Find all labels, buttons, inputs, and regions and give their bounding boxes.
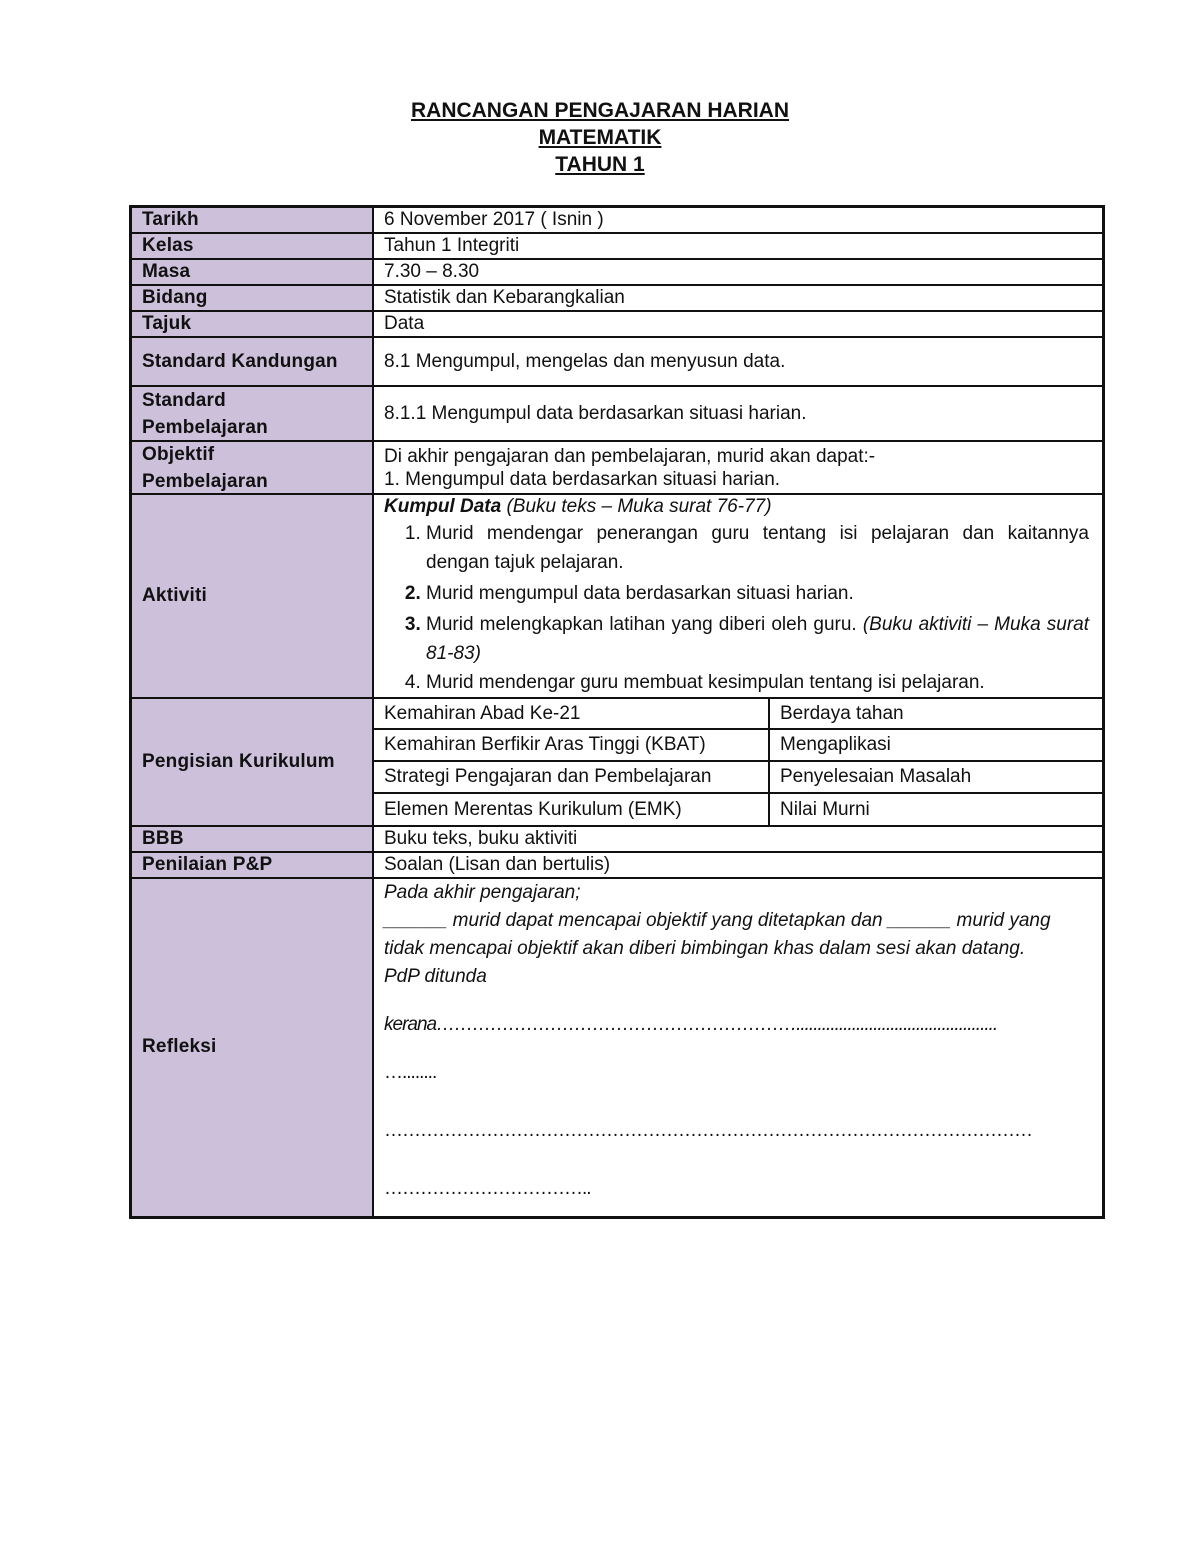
value-bidang: Statistik dan Kebarangkalian xyxy=(373,285,1104,311)
aktiviti-item-3: 3. Murid melengkapkan latihan yang diberi oleh guru. (Buku aktiviti – Muka surat 81-83) xyxy=(426,610,1089,668)
row-standard-pembelajaran xyxy=(131,386,1104,441)
label-standard-pembelajaran-line2: Pembelajaran xyxy=(142,416,268,438)
pengisian-key-3: Strategi Pengajaran dan Pembelajaran xyxy=(374,761,769,793)
row-tajuk xyxy=(131,311,1104,337)
label-objektif xyxy=(131,441,374,494)
row-bbb xyxy=(131,826,1104,852)
objektif-intro: Di akhir pengajaran dan pembelajaran, murid akan dapat:- xyxy=(384,445,876,467)
refleksi-line-3: PdP ditunda xyxy=(384,966,487,987)
label-kelas: Kelas xyxy=(131,233,374,259)
value-standard-pembelajaran: 8.1.1 Mengumpul data berdasarkan situasi harian. xyxy=(373,386,1104,441)
aktiviti-item-2: 2. Murid mengumpul data berdasarkan situasi harian. xyxy=(426,579,1089,608)
row-objektif xyxy=(131,441,1104,494)
label-standard-kandungan: Standard Kandungan xyxy=(131,337,374,386)
value-tarikh: 6 November 2017 ( Isnin ) xyxy=(373,207,1104,234)
pengisian-row-4 xyxy=(374,793,1102,825)
document-title xyxy=(0,97,1200,178)
title-line-3: TAHUN 1 xyxy=(555,153,645,176)
label-objektif-line2: Pembelajaran xyxy=(142,470,268,492)
row-penilaian xyxy=(131,852,1104,878)
aktiviti-item-3-ref: (Buku aktiviti – Muka surat 81-83) xyxy=(426,614,1089,664)
row-refleksi xyxy=(131,878,1104,1217)
row-masa xyxy=(131,259,1104,285)
label-masa: Masa xyxy=(131,259,374,285)
value-aktiviti xyxy=(373,494,1104,698)
row-aktiviti xyxy=(131,494,1104,698)
label-penilaian: Penilaian P&P xyxy=(131,852,374,878)
label-aktiviti: Aktiviti xyxy=(131,494,374,698)
refleksi-line-7: …………………………….. xyxy=(384,1178,591,1199)
value-bbb: Buku teks, buku aktiviti xyxy=(373,826,1104,852)
aktiviti-heading-ref: (Buku teks – Muka surat 76-77) xyxy=(501,496,772,517)
label-bbb: BBB xyxy=(131,826,374,852)
pengisian-row-2 xyxy=(374,729,1102,761)
title-line-2: MATEMATIK xyxy=(538,126,662,149)
value-penilaian: Soalan (Lisan dan bertulis) xyxy=(373,852,1104,878)
title-line-1: RANCANGAN PENGAJARAN HARIAN xyxy=(410,99,789,122)
pengisian-value-1: Berdaya tahan xyxy=(769,699,1102,729)
aktiviti-heading xyxy=(384,495,1089,519)
pengisian-key-2: Kemahiran Berfikir Aras Tinggi (KBAT) xyxy=(374,729,769,761)
refleksi-line-2: ______ murid dapat mencapai objektif yang ditetapkan dan ______ murid yang tidak mencapai objektif akan diberi bimbingan khas dalam sesi akan datang. xyxy=(384,910,1051,959)
label-tarikh: Tarikh xyxy=(131,207,374,234)
row-standard-kandungan xyxy=(131,337,1104,386)
row-bidang xyxy=(131,285,1104,311)
refleksi-line-5: …........ xyxy=(384,1062,437,1083)
row-kelas xyxy=(131,233,1104,259)
aktiviti-item-4: 4. Murid mendengar guru membuat kesimpulan tentang isi pelajaran. xyxy=(426,668,1089,697)
label-standard-pembelajaran xyxy=(131,386,374,441)
value-masa: 7.30 – 8.30 xyxy=(373,259,1104,285)
pengisian-value-4: Nilai Murni xyxy=(769,793,1102,825)
row-pengisian-kurikulum xyxy=(131,698,1104,826)
label-refleksi: Refleksi xyxy=(131,878,374,1217)
value-standard-kandungan: 8.1 Mengumpul, mengelas dan menyusun data. xyxy=(373,337,1104,386)
value-kelas: Tahun 1 Integriti xyxy=(373,233,1104,259)
refleksi-line-4: kerana……………………………………………………............................................... xyxy=(384,1014,998,1035)
refleksi-line-1: Pada akhir pengajaran; xyxy=(384,882,581,903)
pengisian-key-1: Kemahiran Abad Ke-21 xyxy=(374,699,769,729)
pengisian-row-1 xyxy=(374,699,1102,729)
pengisian-row-3 xyxy=(374,761,1102,793)
aktiviti-heading-bold: Kumpul Data xyxy=(384,496,502,517)
aktiviti-item-1: 1. Murid mendengar penerangan guru tentang isi pelajaran dan kaitannya dengan tajuk pelajaran. xyxy=(426,519,1089,577)
pengisian-key-4: Elemen Merentas Kurikulum (EMK) xyxy=(374,793,769,825)
label-bidang: Bidang xyxy=(131,285,374,311)
refleksi-line-6: ……………………………………………………………………………………………… xyxy=(384,1120,1032,1141)
label-standard-pembelajaran-line1: Standard xyxy=(142,389,226,411)
value-refleksi xyxy=(373,878,1104,1217)
label-tajuk: Tajuk xyxy=(131,311,374,337)
value-tajuk: Data xyxy=(373,311,1104,337)
row-tarikh xyxy=(131,207,1104,234)
value-pengisian-kurikulum xyxy=(373,698,1104,826)
label-pengisian-kurikulum: Pengisian Kurikulum xyxy=(131,698,374,826)
objektif-item-1: 1. Mengumpul data berdasarkan situasi harian. xyxy=(384,468,781,490)
pengisian-table xyxy=(374,699,1102,825)
lesson-plan-table xyxy=(129,205,1105,1219)
aktiviti-list xyxy=(384,519,1089,697)
value-objektif xyxy=(373,441,1104,494)
label-objektif-line1: Objektif xyxy=(142,443,215,465)
pengisian-value-3: Penyelesaian Masalah xyxy=(769,761,1102,793)
pengisian-value-2: Mengaplikasi xyxy=(769,729,1102,761)
